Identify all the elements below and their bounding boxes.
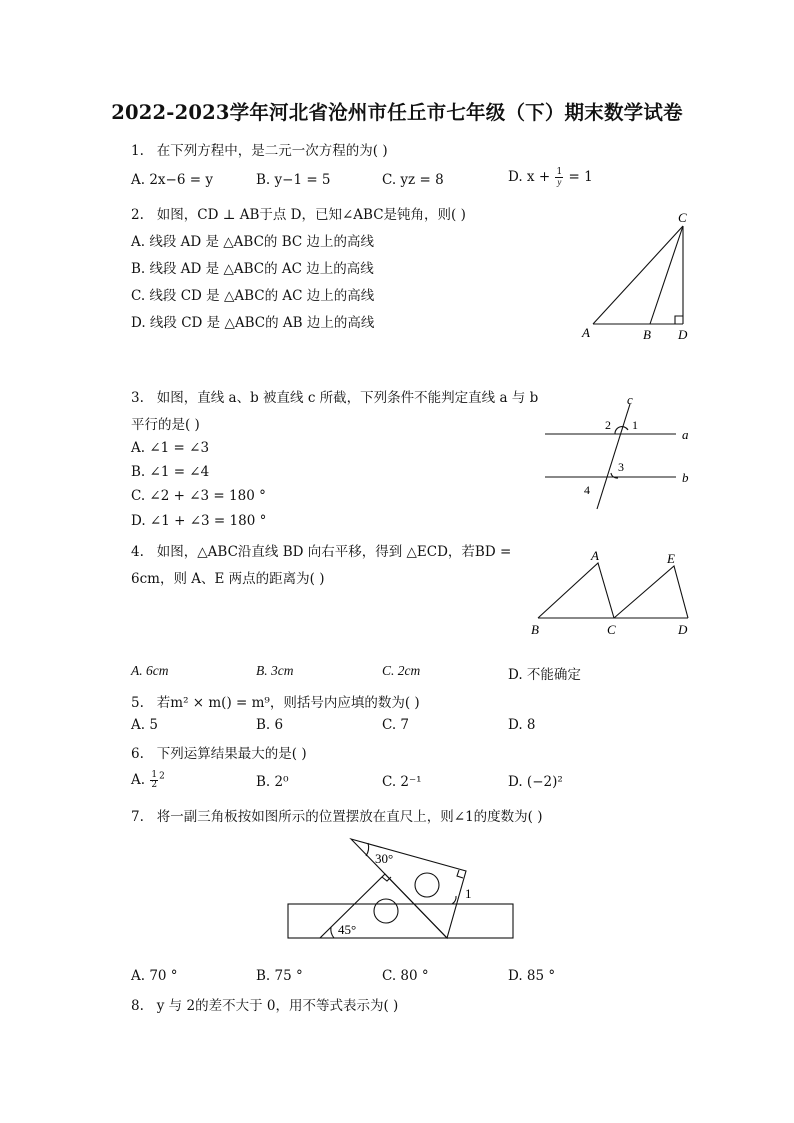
angle-label-30: 30° (375, 851, 394, 866)
question-text-line2: 6cm，则 A、E 两点的距离为( ) (131, 571, 325, 587)
question-number: 6. (131, 746, 144, 762)
option-b[interactable]: B. 3cm (256, 663, 294, 678)
question-text: 如图，△ABC沿直线 BD 向右平移，得到 △ECD，若BD = (156, 544, 512, 560)
page-title: 2022-2023学年河北省沧州市任丘市七年级（下）期末数学试卷 (111, 101, 683, 124)
option-a[interactable]: A. 2x−6 = y (131, 172, 213, 188)
right-angle-mark (382, 877, 391, 881)
label-d: D (678, 327, 688, 342)
angle-label-45: 45° (338, 922, 357, 937)
option-d[interactable]: D. 8 (508, 717, 536, 733)
option-d-suffix: = 1 (568, 169, 593, 185)
question-text: 如图，CD ⊥ AB于点 D，已知∠ABC是钝角，则( ) (156, 207, 466, 223)
question-number: 3. (131, 390, 144, 406)
option-c[interactable]: C. 80 ° (382, 968, 429, 984)
label-d: D (678, 622, 688, 637)
question-number: 5. (131, 695, 144, 711)
label-b: b (682, 470, 689, 485)
label-c: C (678, 210, 687, 225)
option-c[interactable]: C. 线段 CD 是 △ABC的 AC 边上的高线 (131, 288, 375, 304)
option-a[interactable]: A. 线段 AD 是 △ABC的 BC 边上的高线 (131, 234, 374, 250)
question-number: 4. (131, 544, 144, 560)
option-b[interactable]: B. 6 (256, 717, 284, 733)
option-d-prefix: D. x + (508, 169, 551, 185)
label-e: E (667, 551, 675, 566)
label-c: c (627, 392, 633, 407)
option-d[interactable]: D. 线段 CD 是 △ABC的 AB 边上的高线 (131, 315, 375, 331)
angle-label-4: 4 (584, 483, 590, 497)
label-b: B (643, 327, 651, 342)
question-number: 7. (131, 809, 144, 825)
fraction: $\frac{1}{y}$ (556, 167, 563, 187)
option-c[interactable]: C. 2cm (382, 663, 421, 678)
label-c: C (607, 622, 616, 637)
option-a[interactable]: A. 5 (131, 717, 158, 733)
option-a[interactable]: A. ∠1 = ∠3 (131, 440, 210, 456)
question-8 (131, 994, 398, 1014)
question-number: 2. (131, 207, 144, 223)
angle-arc-1 (452, 896, 456, 904)
label-a: a (682, 427, 689, 442)
option-c[interactable]: C. yz = 8 (382, 172, 444, 188)
question-text: y 与 2的差不大于 0，用不等式表示为( ) (156, 998, 399, 1014)
fraction: $\frac{1}{2}$ (151, 770, 158, 790)
question-number: 1. (131, 143, 144, 159)
angle-arc-45 (331, 927, 334, 938)
option-d[interactable]: D. (−2)² (508, 774, 563, 790)
option-d[interactable]: D. 不能确定 (508, 667, 581, 683)
question-text: 在下列方程中，是二元一次方程的为( ) (156, 143, 388, 159)
option-d[interactable]: D. ∠1 + ∠3 = 180 ° (131, 513, 267, 529)
question-text: 如图，直线 a、b 被直线 c 所截，下列条件不能判定直线 a 与 b (156, 390, 539, 406)
option-b[interactable]: B. ∠1 = ∠4 (131, 464, 210, 480)
hole-circle (374, 899, 398, 923)
angle-label-2: 2 (605, 418, 611, 432)
option-b[interactable]: B. 75 ° (256, 968, 303, 984)
angle-label-3: 3 (618, 460, 624, 474)
question-text: 下列运算结果最大的是( ) (156, 746, 307, 762)
option-b[interactable]: B. 2⁰ (256, 774, 289, 790)
option-b[interactable]: B. y−1 = 5 (256, 172, 331, 188)
question-number: 8. (131, 998, 144, 1014)
question-text-line2: 平行的是( ) (131, 417, 200, 433)
option-d[interactable]: D. 85 ° (508, 968, 556, 984)
option-c[interactable]: C. 2⁻¹ (382, 774, 422, 790)
angle-label-1: 1 (465, 886, 472, 901)
right-angle-mark (457, 870, 463, 878)
set-square-30 (351, 839, 466, 938)
hole-circle (415, 873, 439, 897)
ruler (288, 904, 513, 938)
option-c[interactable]: C. ∠2 + ∠3 = 180 ° (131, 488, 266, 504)
option-b[interactable]: B. 线段 AD 是 △ABC的 AC 边上的高线 (131, 261, 374, 277)
option-a[interactable]: A. 70 ° (131, 968, 178, 984)
label-a: A (582, 325, 590, 340)
question-text: 若m² × m() = m⁹，则括号内应填的数为( ) (156, 695, 420, 711)
label-b: B (531, 622, 539, 637)
angle-label-1: 1 (632, 418, 638, 432)
angle-arc-30 (366, 843, 369, 856)
question-text: 将一副三角板按如图所示的位置摆放在直尺上，则∠1的度数为( ) (156, 809, 543, 825)
option-a[interactable]: A. 6cm (131, 663, 169, 678)
option-c[interactable]: C. 7 (382, 717, 410, 733)
option-a[interactable]: A. $\frac{1}{2}$ $^2$ (131, 770, 165, 790)
label-a: A (591, 548, 599, 563)
